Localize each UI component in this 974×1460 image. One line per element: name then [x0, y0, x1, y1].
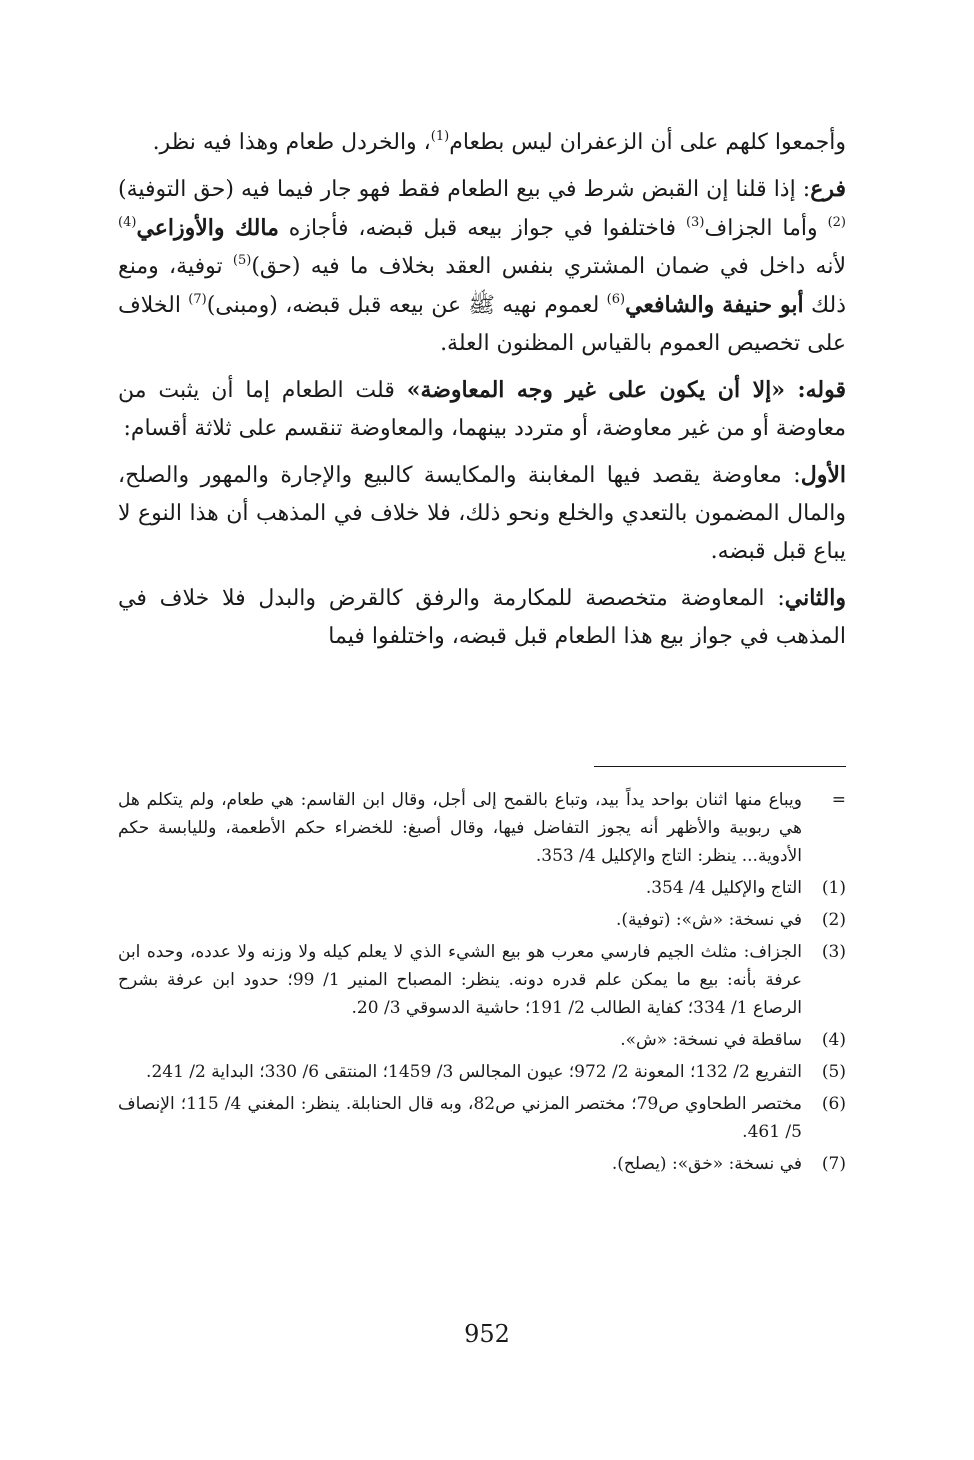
- text-run: الخلاف على تخصيص العموم بالقياس المظنون العلة.: [118, 293, 846, 356]
- footnote-text: في نسخة: «ش»: (توفية).: [615, 910, 802, 930]
- paragraph-3: [118, 371, 846, 448]
- footnote-text: في نسخة: «خق»: (يصلح).: [611, 1154, 802, 1174]
- paragraph-4: [118, 456, 846, 571]
- bold-name: مالك والأوزاعي: [136, 215, 279, 241]
- footnote-number: (2): [821, 910, 846, 930]
- footnote-number: =: [831, 790, 846, 810]
- footnote-text: التاج والإكليل 4/ 354.: [645, 878, 802, 898]
- footnote-number: (4): [821, 1030, 846, 1050]
- main-text: [118, 124, 846, 664]
- footnote-ref[interactable]: (3): [685, 215, 705, 230]
- footnote-1: [118, 874, 846, 902]
- footnote-ref[interactable]: (2): [827, 215, 846, 230]
- paragraph-label: الأول: [800, 462, 846, 488]
- footnote-ref[interactable]: (1): [430, 129, 450, 144]
- text-run: لأنه داخل في ضمان المشتري بنفس العقد بخلاف ما فيه (حق): [251, 254, 847, 279]
- paragraph-5: [118, 579, 846, 656]
- text-run: : إذا قلنا إن القبض شرط في بيع الطعام فقط فهو جار فيما فيه (حق التوفية): [118, 177, 811, 202]
- text-run: وأجمعوا كلهم على أن الزعفران ليس بطعام: [449, 130, 846, 155]
- page-number: 952: [464, 1320, 510, 1348]
- text-run: لعموم نهيه ﷺ عن بيعه قبل قبضه، (ومبنى): [206, 293, 607, 318]
- paragraph-2: [118, 170, 846, 363]
- footnote-text: التفريع 2/ 132؛ المعونة 2/ 972؛ عيون المجالس 3/ 1459؛ المنتقى 6/ 330؛ البداية 2/ 241.: [146, 1062, 802, 1082]
- footnote-2: [118, 906, 846, 934]
- footnote-divider: [594, 766, 846, 767]
- text-run: قلت الطعام إما أن يثبت من معاوضة أو من غير معاوضة، أو متردد بينهما، والمعاوضة تنقسم على ثلاثة أقسام:: [118, 378, 846, 441]
- footnote-number: (7): [821, 1154, 846, 1174]
- footnote-ref[interactable]: (7): [188, 292, 207, 307]
- footnote-7: [118, 1150, 846, 1178]
- footnote-number: (5): [821, 1062, 846, 1082]
- footnote-text: الجزاف: مثلث الجيم فارسي معرب هو بيع الشيء الذي لا يعلم كيله ولا وزنه ولا عدده، وحده ابن عرفة بأنه: بيع ما يمكن علم قدره دونه. ينظر: المصباح المنير 1/ 99؛ حدود ابن عرفة بشرح الرصاع 1/ 334؛ كفاية الطالب 2/ 191؛ حاشية الدسوقي 3/ 20.: [118, 942, 802, 1018]
- footnote-ref[interactable]: (4): [118, 215, 137, 230]
- footnote-text: ساقطة في نسخة: «ش».: [620, 1030, 802, 1050]
- footnote-4: [118, 1026, 846, 1054]
- paragraph-1: [118, 124, 846, 162]
- footnote-number: (6): [821, 1094, 846, 1114]
- footnote-text: مختصر الطحاوي ص79؛ مختصر المزني ص82، وبه قال الحنابلة. ينظر: المغني 4/ 115؛ الإنصاف 5/ 461.: [118, 1094, 802, 1142]
- footnote-ref[interactable]: (6): [606, 292, 626, 307]
- footnote-number: (1): [821, 878, 846, 898]
- bold-name: أبو حنيفة والشافعي: [625, 292, 804, 318]
- text-run: توفية، ومنع ذلك: [118, 254, 846, 318]
- text-run: وأما الجزاف: [704, 216, 828, 241]
- footnote-continued: [118, 786, 846, 870]
- footnote-ref[interactable]: (5): [232, 253, 252, 268]
- paragraph-label: قوله: «إلا أن يكون على غير وجه المعاوضة»: [406, 377, 846, 403]
- text-run: : معاوضة يقصد فيها المغابنة والمكايسة كالبيع والإجارة والمهور والصلح، والمال المضمون بالتعدي والخلع ونحو ذلك، فلا خلاف في المذهب أن هذا النوع لا يباع قبل قبضه.: [118, 463, 846, 564]
- paragraph-label: والثاني: [784, 585, 846, 611]
- footnotes: [118, 786, 846, 1182]
- footnote-3: [118, 938, 846, 1022]
- text-run: فاختلفوا في جواز بيعه قبل قبضه، فأجازه: [278, 216, 686, 241]
- paragraph-label: فرع: [810, 176, 846, 202]
- text-run: : المعاوضة متخصصة للمكارمة والرفق كالقرض والبدل فلا خلاف في المذهب في جواز بيع هذا الطعام قبل قبضه، واختلفوا فيما: [118, 586, 846, 649]
- footnote-5: [118, 1058, 846, 1086]
- footnote-number: (3): [821, 942, 846, 962]
- footnote-6: [118, 1090, 846, 1146]
- footnote-text: ويباع منها اثنان بواحد يداً بيد، وتباع بالقمح إلى أجل، وقال ابن القاسم: هي طعام، ولم يتكلم هل هي ربوبية والأظهر أنه يجوز التفاضل فيها، وقال أصبغ: للخضراء حكم الأطعمة، ولليابسة حكم الأدوية... ينظر: التاج والإكليل 4/ 353.: [118, 790, 802, 866]
- text-run: ، والخردل طعام وهذا فيه نظر.: [152, 130, 431, 155]
